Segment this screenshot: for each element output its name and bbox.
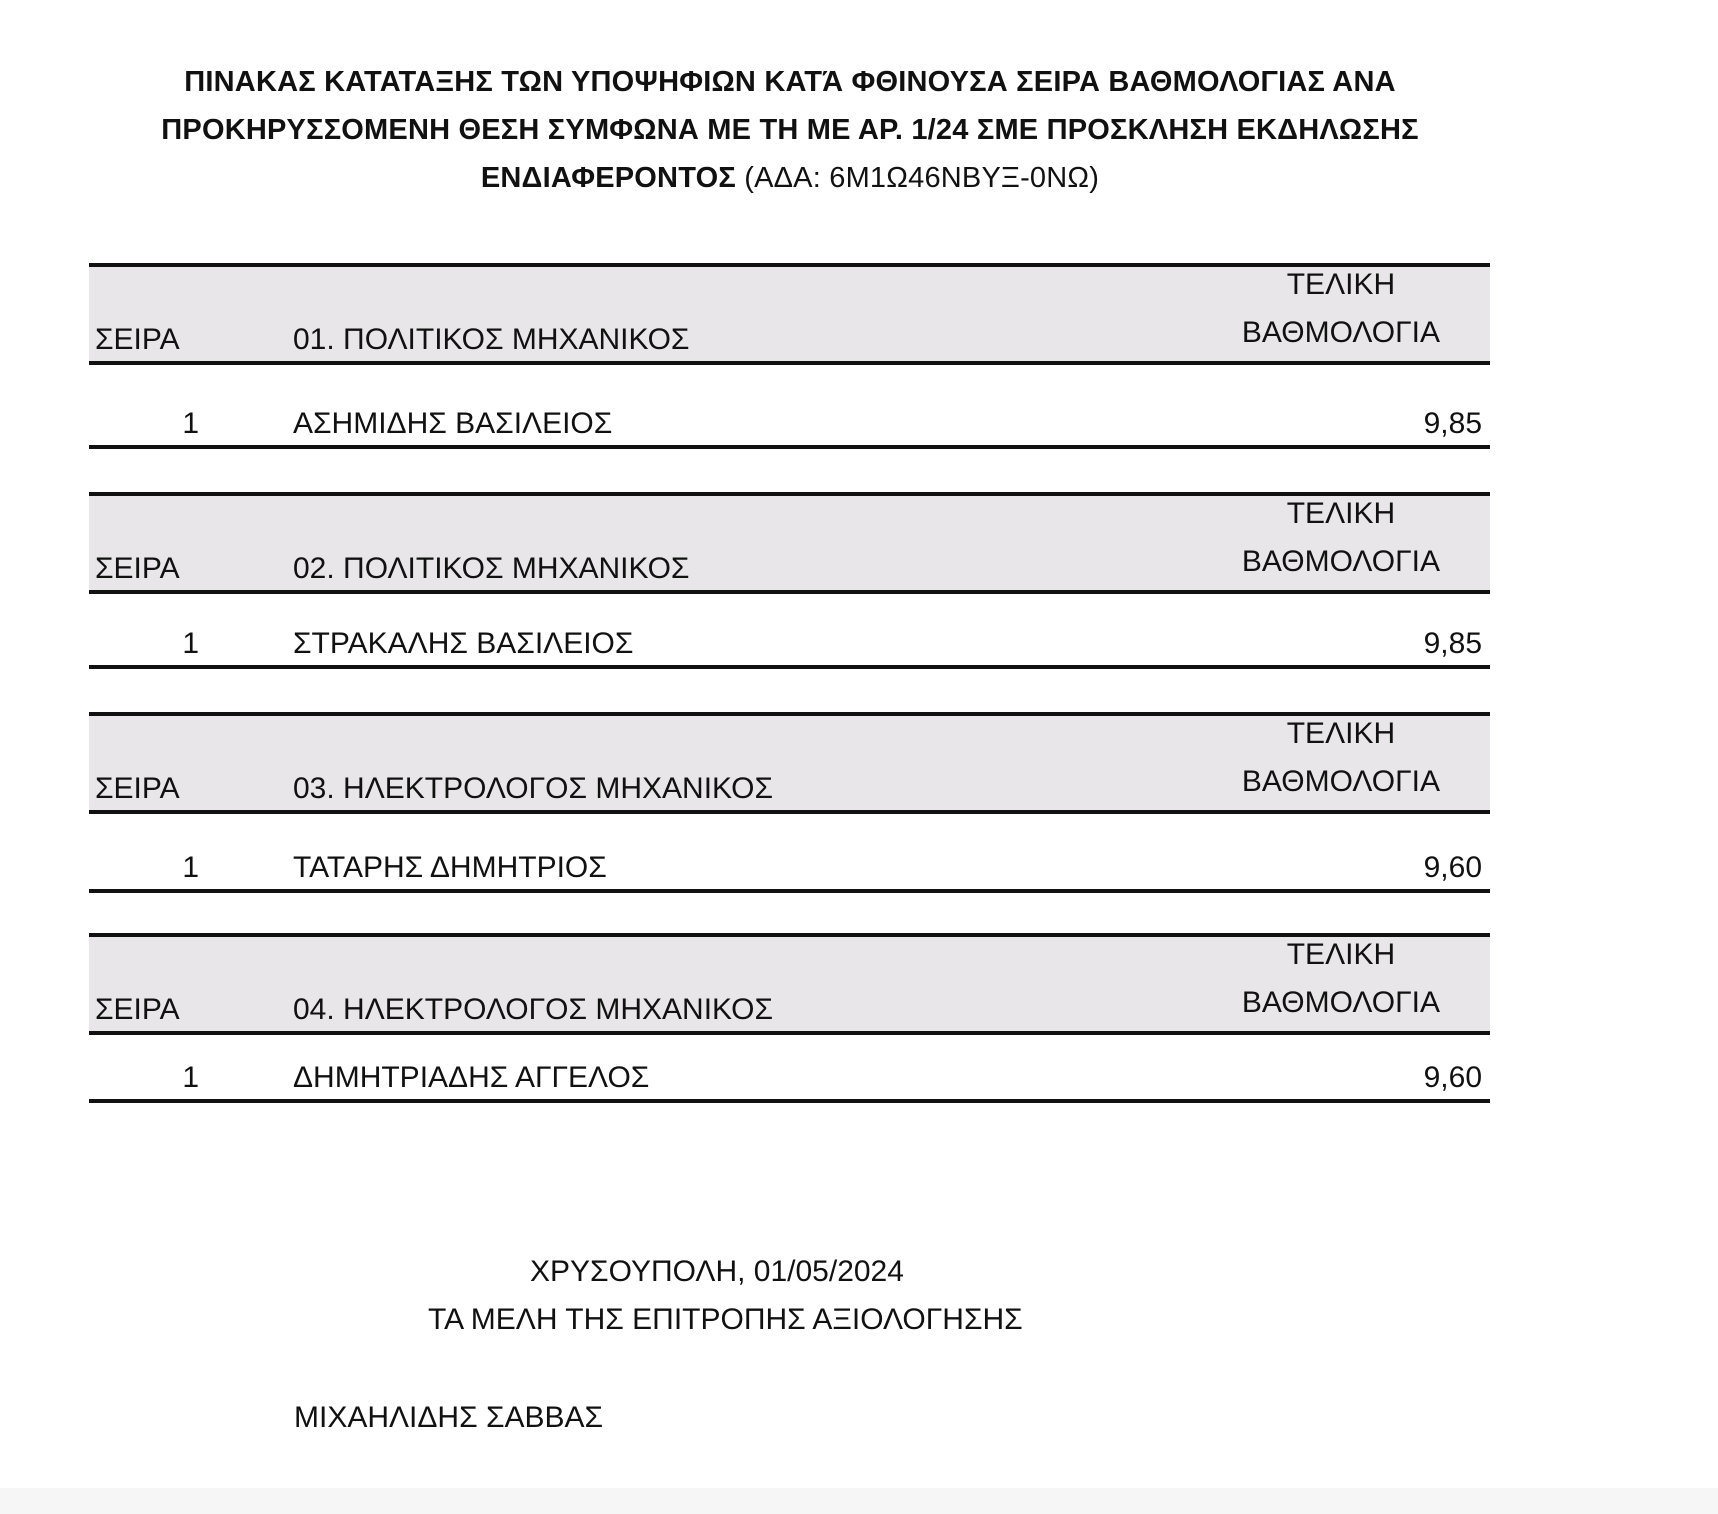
table-row [89, 814, 1490, 893]
rank-column-header: ΣΕΙΡΑ [95, 772, 180, 805]
score-cell: 9,85 [1423, 407, 1482, 440]
committee-member: ΜΙΧΑΗΛΙΔΗΣ ΣΑΒΒΑΣ [294, 1401, 604, 1434]
candidate-name-cell: ΤΑΤΑΡΗΣ ΔΗΜΗΤΡΙΟΣ [293, 851, 607, 884]
title-line-2: ΠΡΟΚΗΡΥΣΣΟΜΕΝΗ ΘΕΣΗ ΣΥΜΦΩΝΑ ΜΕ ΤΗ ΜΕ ΑΡ. 1/24 ΣΜΕ ΠΡΟΣΚΛΗΣΗ ΕΚΔΗΛΩΣΗΣ [161, 114, 1419, 146]
position-column-header: 01. ΠΟΛΙΤΙΚΟΣ ΜΗΧΑΝΙΚΟΣ [293, 323, 690, 356]
candidate-name-cell: ΔΗΜΗΤΡΙΑΔΗΣ ΑΓΓΕΛΟΣ [293, 1061, 650, 1094]
table-header [89, 712, 1490, 814]
table-header [89, 492, 1490, 594]
score-header-line-2: ΒΑΘΜΟΛΟΓΙΑ [1241, 316, 1440, 349]
score-cell: 9,85 [1423, 627, 1482, 660]
rank-cell: 1 [182, 851, 199, 884]
score-column-header [1242, 261, 1440, 357]
ranking-table-4 [89, 933, 1490, 1103]
rank-cell: 1 [182, 407, 199, 440]
place-date: ΧΡΥΣΟΥΠΟΛΗ, 01/05/2024 [530, 1255, 904, 1288]
table-row [89, 594, 1490, 669]
title-line-3 [90, 154, 1490, 202]
document-title [90, 58, 1490, 202]
table-row [89, 1035, 1490, 1103]
score-cell: 9,60 [1423, 1061, 1482, 1094]
score-header-line-1: ΤΕΛΙΚΗ [1286, 497, 1396, 530]
score-header-line-1: ΤΕΛΙΚΗ [1286, 717, 1396, 750]
rank-column-header: ΣΕΙΡΑ [95, 552, 180, 585]
ranking-table-2 [89, 492, 1490, 669]
position-column-header: 02. ΠΟΛΙΤΙΚΟΣ ΜΗΧΑΝΙΚΟΣ [293, 552, 690, 585]
score-column-header [1242, 710, 1440, 806]
rank-column-header: ΣΕΙΡΑ [95, 323, 180, 356]
position-column-header: 04. ΗΛΕΚΤΡΟΛΟΓΟΣ ΜΗΧΑΝΙΚΟΣ [293, 993, 774, 1026]
rank-cell: 1 [182, 627, 199, 660]
score-column-header [1242, 931, 1440, 1027]
ranking-table-1 [89, 263, 1490, 449]
table-header [89, 933, 1490, 1035]
title-line-1: ΠΙΝΑΚΑΣ ΚΑΤΑΤΑΞΗΣ ΤΩΝ ΥΠΟΨΗΦΙΩΝ ΚΑΤΆ ΦΘΙΝΟΥΣΑ ΣΕΙΡΑ ΒΑΘΜΟΛΟΓΙΑΣ ΑΝΑ [184, 66, 1396, 98]
title-line-3-bold: ΕΝΔΙΑΦΕΡΟΝΤΟΣ [480, 162, 736, 194]
table-header [89, 263, 1490, 365]
score-header-line-2: ΒΑΘΜΟΛΟΓΙΑ [1241, 765, 1440, 798]
score-header-line-1: ΤΕΛΙΚΗ [1286, 268, 1396, 301]
committee-heading: ΤΑ ΜΕΛΗ ΤΗΣ ΕΠΙΤΡΟΠΗΣ ΑΞΙΟΛΟΓΗΣΗΣ [428, 1303, 1023, 1336]
title-ada-code: (ΑΔΑ: 6Μ1Ω46ΝΒΥΞ-0ΝΩ) [735, 162, 1100, 194]
page-bottom-edge [0, 1488, 1718, 1514]
ranking-table-3 [89, 712, 1490, 893]
position-column-header: 03. ΗΛΕΚΤΡΟΛΟΓΟΣ ΜΗΧΑΝΙΚΟΣ [293, 772, 774, 805]
score-header-line-1: ΤΕΛΙΚΗ [1286, 938, 1396, 971]
rank-cell: 1 [182, 1061, 199, 1094]
score-header-line-2: ΒΑΘΜΟΛΟΓΙΑ [1241, 545, 1440, 578]
score-cell: 9,60 [1423, 851, 1482, 884]
score-header-line-2: ΒΑΘΜΟΛΟΓΙΑ [1241, 986, 1440, 1019]
score-column-header [1242, 490, 1440, 586]
candidate-name-cell: ΑΣΗΜΙΔΗΣ ΒΑΣΙΛΕΙΟΣ [293, 407, 613, 440]
table-row [89, 365, 1490, 449]
rank-column-header: ΣΕΙΡΑ [95, 993, 180, 1026]
candidate-name-cell: ΣΤΡΑΚΑΛΗΣ ΒΑΣΙΛΕΙΟΣ [293, 627, 634, 660]
